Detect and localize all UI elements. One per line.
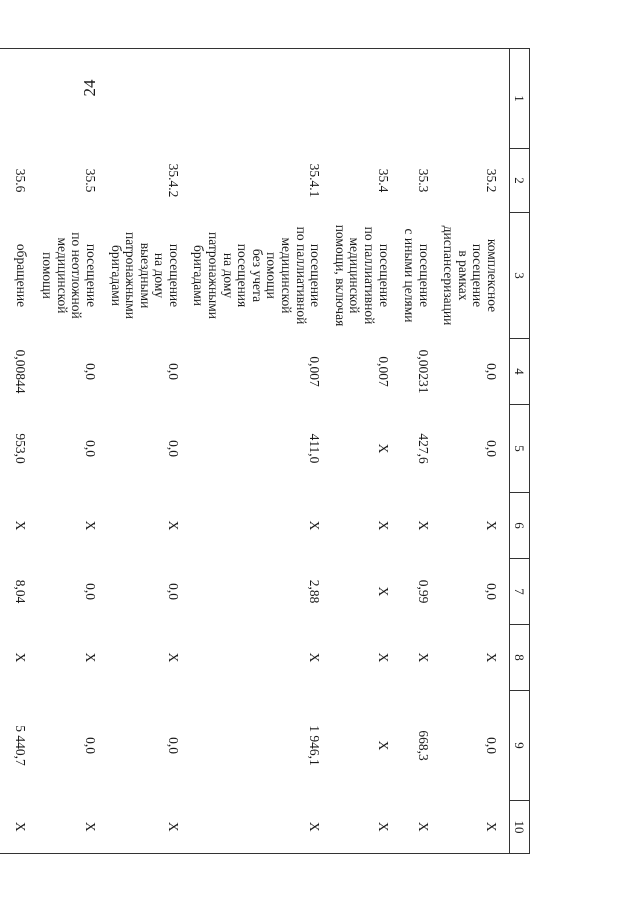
data-table bbox=[0, 48, 530, 854]
cell-col-5: 0,0 bbox=[165, 440, 181, 457]
description-line: посещение bbox=[470, 243, 486, 308]
header-col-1: 1 bbox=[510, 49, 530, 149]
table-row bbox=[441, 49, 510, 854]
cell-col-8: X bbox=[307, 652, 323, 663]
cell-col-10: X bbox=[401, 801, 441, 854]
table-row bbox=[0, 49, 38, 854]
cell-row-number: 35.3 bbox=[415, 168, 431, 193]
cell-col-4: 0,0 bbox=[484, 363, 499, 380]
description-line: помощи, включая bbox=[332, 224, 348, 327]
cell-col-10: X bbox=[108, 801, 191, 854]
cell-col-8: X bbox=[12, 652, 28, 663]
cell-col-8: X bbox=[415, 652, 431, 663]
description-line: патронажными bbox=[123, 231, 139, 320]
cell-col-10: X bbox=[191, 801, 332, 854]
description-line: посещения bbox=[235, 243, 251, 308]
cell-col-5: 411,0 bbox=[307, 433, 323, 464]
description-line: помощи bbox=[264, 252, 280, 299]
cell-col-10: X bbox=[441, 801, 510, 854]
cell-col-4: 0,00231 bbox=[415, 349, 431, 394]
cell-col-6: X bbox=[307, 520, 323, 531]
header-row bbox=[510, 49, 530, 854]
cell-row-number: 35.4 bbox=[375, 168, 391, 193]
cell-col-9: 0,0 bbox=[165, 737, 181, 754]
header-col-10: 10 bbox=[510, 801, 530, 854]
description-line: медицинской bbox=[347, 237, 363, 314]
cell-col-9: 5 440,7 bbox=[12, 725, 28, 766]
description-line: комплексное bbox=[485, 238, 500, 313]
description-line: посещение bbox=[308, 243, 324, 308]
header-col-6: 6 bbox=[510, 493, 530, 559]
cell-col-1 bbox=[38, 49, 108, 149]
table-row bbox=[332, 49, 400, 854]
cell-row-number: 35.4.2 bbox=[165, 163, 181, 198]
cell-col-7: X bbox=[375, 586, 391, 597]
description-line: посещение bbox=[376, 243, 392, 308]
description-line: бригадами bbox=[108, 244, 124, 306]
cell-col-9: 0,0 bbox=[82, 737, 98, 754]
cell-col-5: 0,0 bbox=[484, 440, 499, 457]
description-line: обращение bbox=[13, 243, 29, 308]
cell-col-4: 0,0 bbox=[82, 363, 98, 380]
table-row bbox=[191, 49, 332, 854]
description-line: медицинской bbox=[279, 237, 295, 314]
cell-col-6: X bbox=[415, 520, 431, 531]
description-line: посещение bbox=[416, 243, 432, 308]
cell-description bbox=[441, 213, 510, 339]
cell-col-7: 0,0 bbox=[165, 583, 181, 600]
page-number: 24 bbox=[80, 79, 99, 97]
cell-col-9: 1 946,1 bbox=[307, 725, 323, 766]
cell-col-7: 2,88 bbox=[307, 579, 323, 604]
cell-col-6: X bbox=[484, 520, 499, 531]
cell-col-9: 0,0 bbox=[484, 737, 499, 754]
cell-col-8: X bbox=[375, 652, 391, 663]
description-line: без учета bbox=[249, 248, 265, 303]
cell-description bbox=[332, 213, 400, 339]
cell-col-6: X bbox=[12, 520, 28, 531]
cell-col-10: X bbox=[38, 801, 108, 854]
description-line: по паллиативной bbox=[293, 226, 309, 325]
cell-col-4: 0,007 bbox=[307, 356, 323, 387]
description-line: патронажными bbox=[206, 231, 222, 320]
cell-col-9: 668,3 bbox=[415, 730, 431, 761]
cell-col-8: X bbox=[82, 652, 98, 663]
cell-col-6: X bbox=[82, 520, 98, 531]
cell-col-9: X bbox=[375, 740, 391, 751]
description-line: помощи bbox=[40, 252, 56, 299]
description-line: бригадами bbox=[191, 244, 207, 306]
description-line: на дому bbox=[220, 252, 236, 299]
cell-col-1 bbox=[108, 49, 191, 149]
cell-col-5: 427,6 bbox=[415, 433, 431, 464]
cell-col-10: X bbox=[0, 801, 38, 854]
header-col-8: 8 bbox=[510, 625, 530, 691]
cell-col-6: X bbox=[165, 520, 181, 531]
cell-col-10: X bbox=[332, 801, 400, 854]
cell-col-8: X bbox=[484, 652, 499, 663]
cell-col-1 bbox=[0, 49, 38, 149]
cell-col-4: 0,007 bbox=[375, 356, 391, 387]
description-line: по неотложной bbox=[69, 232, 85, 319]
description-line: в рамках bbox=[455, 250, 471, 301]
description-line: диспансеризации bbox=[441, 225, 457, 326]
cell-col-5: X bbox=[375, 443, 391, 454]
description-line: на дому bbox=[152, 252, 168, 299]
cell-col-5: 0,0 bbox=[82, 440, 98, 457]
cell-description bbox=[108, 213, 191, 339]
cell-col-1 bbox=[332, 49, 400, 149]
table-row bbox=[108, 49, 191, 854]
cell-col-5: 953,0 bbox=[12, 433, 28, 464]
description-line: посещение bbox=[83, 243, 99, 308]
description-line: с иными целями bbox=[402, 228, 418, 323]
cell-row-number: 35.6 bbox=[12, 168, 28, 193]
cell-row-number: 35.5 bbox=[82, 168, 98, 193]
header-col-5: 5 bbox=[510, 405, 530, 493]
cell-col-4: 0,00844 bbox=[12, 349, 28, 394]
cell-col-1 bbox=[191, 49, 332, 149]
table-row bbox=[38, 49, 108, 854]
cell-col-7: 0,99 bbox=[415, 579, 431, 604]
header-col-3: 3 bbox=[510, 213, 530, 339]
cell-col-8: X bbox=[165, 652, 181, 663]
description-line: выездными bbox=[137, 242, 153, 309]
cell-description bbox=[0, 213, 38, 339]
cell-col-7: 0,0 bbox=[82, 583, 98, 600]
cell-col-7: 0,0 bbox=[484, 583, 499, 600]
description-line: медицинской bbox=[54, 237, 70, 314]
header-col-9: 9 bbox=[510, 691, 530, 801]
cell-description bbox=[191, 213, 332, 339]
cell-description bbox=[401, 213, 441, 339]
cell-description bbox=[38, 213, 108, 339]
cell-col-1 bbox=[401, 49, 441, 149]
cell-col-4: 0,0 bbox=[165, 363, 181, 380]
cell-col-6: X bbox=[375, 520, 391, 531]
description-line: посещение bbox=[166, 243, 182, 308]
header-col-4: 4 bbox=[510, 339, 530, 405]
header-col-7: 7 bbox=[510, 559, 530, 625]
header-col-2: 2 bbox=[510, 149, 530, 213]
cell-row-number: 35.4.1 bbox=[307, 163, 323, 198]
cell-row-number: 35.2 bbox=[484, 168, 499, 193]
description-line: по паллиативной bbox=[362, 226, 378, 325]
cell-col-7: 8,04 bbox=[12, 579, 28, 604]
cell-col-1 bbox=[441, 49, 510, 149]
table-row bbox=[401, 49, 441, 854]
